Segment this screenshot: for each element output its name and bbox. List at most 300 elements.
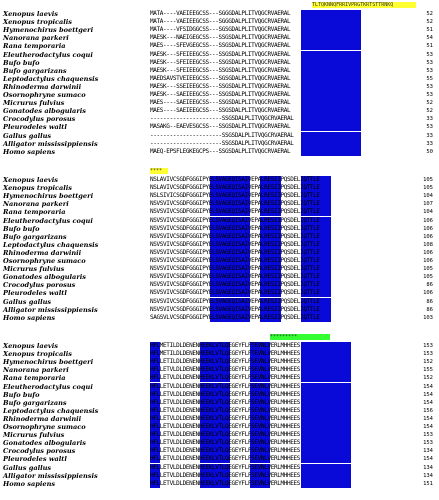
alignment-row [0,51,439,59]
sequence-text: SAGSVLVCSGDFGGGIPYELSVAGEQISAIVEPALRESIIPQSDELIQTTLE [150,313,320,321]
sequence-text: NSVSVIVCSGDFGGGIPYELSVAGEQISAIVEPALRESIIPQSDELIQTTLE [150,265,320,273]
species-name: Xenopus tropicalis [3,18,72,27]
conserved-residue-shading [301,374,351,382]
sequence-text: HFLLETVLDLDENENHEEKLVTLQEGEYFLFSEVNLVERLMHHEES [150,406,301,414]
alignment-row [0,350,439,358]
conserved-residue-shading [301,83,361,91]
conserved-residue-shading [301,59,361,67]
alignment-row [0,217,439,225]
alignment-row [0,115,439,123]
species-name: Pleurodeles waltl [3,455,67,464]
conserved-region-marker: ********* [270,334,330,340]
sequence-text: ----------------------SSGSDALPLITVQGCRVAERAL [150,131,294,139]
sequence-track [150,140,412,148]
alignment-row [0,184,439,192]
alignment-row [0,383,439,391]
sequence-text: HFLLETVLDLDENENHEEKLVTLQEGEYFLFSEVNLVERLMHHEES [150,463,301,471]
species-name: Bufo gargarizans [3,398,67,407]
species-name: Eleutherodactylus coqui [3,216,93,225]
sequence-text: NSLSIVICSGDFGGGIPYELSVAGEQISAIVEPALRESIIPQSDELIQTTLE [150,192,320,200]
sequence-track [150,431,412,439]
residue-count: 51 [426,43,433,50]
residue-count: 154 [423,391,433,398]
sequence-track [150,407,412,415]
sequence-text: HFLLETVLDLDENENHEEKLVTLQEGEYFLFSEVNLVERLMHHEES [150,423,301,430]
species-name: Xenopus laevis [3,10,58,18]
species-name: Bufo bufo [3,224,40,233]
alignment-row [0,26,439,34]
residue-count: 154 [423,456,433,463]
alignment-row [0,257,439,265]
sequence-track [150,233,412,241]
sequence-text: MAESK---SSEIEEGCSS---SSGSDALPLITVQGCRVAERAL [150,82,291,90]
residue-count: 51 [426,27,433,34]
species-name: Gallus gallus [3,297,52,306]
species-name: Gonatodes albogularis [3,107,87,116]
sequence-text: NSLAVIVCSGDFGGGIPYELSVAGEQISAIVEPALRESIIPQSDELIQTTLE [150,184,320,192]
residue-count: 153 [423,343,433,349]
conserved-residue-shading [301,415,351,423]
alignment-row [0,42,439,50]
sequence-track [150,241,412,249]
residue-count: 106 [423,290,433,297]
alignment-row [0,59,439,67]
species-name: Rana temporaria [3,374,66,383]
sequence-track [150,34,412,42]
alignment-row [0,358,439,366]
alignment-row [0,241,439,249]
sequence-text: HFLLETVLDLDENENHEEKLVTLQEGEYFLFSEVNLVERLMHHEES [150,479,301,487]
residue-count: 53 [426,51,433,58]
sequence-text: NSVSVIVCSGDFGGGIPYELSVAGEQISAIVEPALRESIIPQSDELIQTTLE [150,224,320,232]
conserved-residue-shading [301,75,361,83]
residue-count: 86 [426,306,433,313]
residue-count: 151 [423,480,433,487]
residue-count: 55 [426,75,433,82]
species-name: Crocodylus porosus [3,115,76,124]
conserved-residue-shading [301,107,361,115]
sequence-text: MAES----SAEIEEGCSS---SSGSDALPLITVQGCRVAERAL [150,99,291,107]
species-name: Eleutherodactylus coqui [3,382,93,391]
conserved-residue-shading [301,132,361,140]
sequence-text: HFLLETILDLDENENHEEKLVTLQEGEYFLFSEVNLVERLMHHEES [150,358,301,366]
conserved-residue-shading [301,423,351,431]
species-name: Gonatodes albogularis [3,439,87,448]
sequence-track [150,18,412,26]
sequence-track [150,298,412,306]
sequence-track [150,184,412,192]
residue-count: 106 [423,233,433,240]
sequence-track [150,176,412,184]
conserved-residue-shading [301,115,361,123]
sequence-track [150,91,412,99]
sequence-track [150,115,412,123]
alignment-row [0,423,439,431]
residue-count: 104 [423,193,433,200]
sequence-text: HFLLETVLDLDENENHEEKLVTLQEGEYFLFSEVNLVERLMHHEES [150,455,301,463]
species-name: Bufo bufo [3,58,40,67]
sequence-track [150,383,412,391]
residue-count: 54 [426,35,433,42]
sequence-track [150,464,412,472]
sequence-text: NSVSVIVCSGDFGGGIPYELSVAGEQISAIVEPALRESIIPQSDELIQTTLE [150,289,320,297]
sequence-track [150,67,412,75]
alignment-row [0,75,439,83]
species-name: Xenopus tropicalis [3,350,72,359]
sequence-track [150,75,412,83]
species-name: Pleurodeles waltl [3,289,67,298]
conserved-residue-shading [301,140,361,148]
sequence-text: MAEQ-EPSFLEGKEGCPS---SSGSDALPLITVQGCRVAERAL [150,147,291,155]
residue-count: 52 [426,100,433,107]
conserved-residue-shading [301,26,361,34]
sequence-text: MATA----VFSIDGGCSS---SGSGDALPLITVQGCRVAERAL [150,26,291,34]
species-name: Gonatodes albogularis [3,273,87,282]
species-name: Alligator mississippiensis [3,139,98,148]
residue-count: 53 [426,124,433,131]
alignment-row [0,407,439,415]
alignment-row [0,132,439,140]
conserved-residue-shading [301,51,361,59]
alignment-row [0,480,439,488]
species-name: Nanorana parkeri [3,200,69,209]
sequence-track [150,374,412,382]
conserved-residue-shading [301,391,351,399]
conserved-residue-shading [301,431,351,439]
sequence-text: HFLMETILDLDENENHEEKLVTLQEGEYFLFTEVNLVERLMHHEES [150,342,301,349]
sequence-track [150,225,412,233]
residue-count: 33 [426,132,433,139]
residue-count: 33 [426,116,433,123]
sequence-text: ----------------------SSGSDALPLITVQGCRVAERAL [150,115,294,123]
sequence-text: NSVSVIVCSGDFGGGIPYELSVAGEQISAIVEPALRESIIPQSDELIQTTLE [150,257,320,264]
species-name: Alligator mississippiensis [3,305,98,314]
conserved-residue-shading [301,99,361,107]
species-name: Gallus gallus [3,131,52,140]
species-name: Rhinoderma darwinii [3,248,82,257]
species-name: Xenopus laevis [3,176,58,184]
residue-count: 53 [426,83,433,90]
species-name: Homo sapiens [3,313,56,322]
alignment-row [0,415,439,423]
alignment-row [0,83,439,91]
conserved-residue-shading [301,480,351,488]
sequence-track [150,350,412,358]
sequence-text: MAESK---SFEIEEGCSS---SSGSDALPLITVQGCRVAERAL [150,66,291,74]
alignment-row [0,225,439,233]
alignment-row [0,298,439,306]
residue-count: 53 [426,92,433,98]
species-name: Osornophryne sumaco [3,91,86,99]
alignment-row [0,18,439,26]
sequence-track [150,415,412,423]
sequence-track [150,51,412,59]
sequence-track [150,314,412,322]
sequence-track [150,399,412,407]
residue-count: 156 [423,407,433,414]
sequence-track [150,306,412,314]
sequence-track [150,26,412,34]
conserved-residue-shading [301,439,351,447]
sequence-text: MAESK---NAEIGEGCSS---SSGSDALPLITVQGCRVAERAL [150,34,291,42]
sequence-text: NSVSVIVCSGDFGGGIPYELSVAGEQISAIVEPALRESIIPQSDELIQTTLE [150,216,320,224]
species-name: Nanorana parkeri [3,366,69,375]
sequence-text: MATA----VAEIEEGCSS---SGGGDALPLITVQGCRVAERAL [150,10,291,17]
sequence-track [150,289,412,297]
residue-count: 104 [423,209,433,216]
alignment-row [0,140,439,148]
sequence-text: NSVSVIVCSGDFGGGIPYELSVAGEQISAIVEPALRESIIPQSDELIQTTLE [150,232,320,240]
conserved-residue-shading [301,91,361,99]
species-name: Leptodactylus chaquensis [3,406,99,415]
residue-count: 153 [423,351,433,358]
conserved-residue-shading [301,10,361,18]
alignment-row [0,265,439,273]
alignment-row [0,233,439,241]
sequence-text: MAESK---SFEIEEGCSS---SSGSDALPLITVQGCRVAERAL [150,58,291,66]
sequence-text: MAESK---SFEIEEGCSS---SSGSDALPLITVQGCRVAERAL [150,50,291,58]
residue-count: 134 [423,464,433,471]
conserved-residue-shading [301,358,351,366]
species-name: Osornophryne sumaco [3,257,86,265]
alignment-row [0,67,439,75]
sequence-track [150,107,412,115]
species-name: Leptodactylus chaquensis [3,74,99,83]
alignment-row [0,99,439,107]
residue-count: 105 [423,274,433,281]
residue-count: 153 [423,432,433,439]
sequence-text: NSVSVIVCSGDFGGGIPYELSVAGEQISAIVEPALRESIIPQSDELIQTTLE [150,297,320,305]
alignment-row [0,200,439,208]
sequence-track [150,10,412,18]
sequence-track [150,281,412,289]
sequence-track [150,42,412,50]
conserved-residue-shading [301,67,361,75]
sequence-track [150,257,412,265]
conserved-residue-shading [301,472,351,480]
sequence-text: NSVSVIVCSGDFGGGIPYELSVAGEQISAIVEPALRESIIPQSDELIQTTLE [150,248,320,256]
sequence-track [150,342,412,350]
sequence-track [150,208,412,216]
sequence-text: NSVSVIVCSGDFGGGIPYELSVAGEQISAIVEPALRESIIPQSDELIQTTLE [150,208,320,216]
residue-count: 134 [423,448,433,455]
sequence-track [150,123,412,131]
sequence-track [150,265,412,273]
sequence-track [150,83,412,91]
alignment-row [0,374,439,382]
residue-count: 106 [423,258,433,264]
sequence-track [150,200,412,208]
sequence-text: NSLAVIVCSGDFGGGIPYELSVAGEQISAIVEPALRESIIPQSDELIQTTLE [150,176,320,183]
species-name: Hymenochirus boettgeri [3,26,94,35]
species-name: Osornophryne sumaco [3,423,86,431]
sequence-text: NSVSVIVCSGDFGGGIPYELSVAGEQISAIVEPALRESIIPQSDELIQTTLE [150,200,320,208]
sequence-track [150,472,412,480]
conserved-residue-shading [301,383,351,391]
residue-count: 106 [423,249,433,256]
residue-count: 52 [426,108,433,115]
species-name: Bufo bufo [3,390,40,399]
conserved-residue-shading [301,342,351,350]
sequence-text: HFLLETVLDLDENENHEEKLVTLQEGEYFLFSEVNLVERLMHHEES [150,439,301,447]
residue-count: 154 [423,415,433,422]
sequence-text: MAES----SFEVGEGCSS---SSGSDALPLITVQGCRVAERAL [150,42,291,50]
residue-count: 103 [423,314,433,321]
species-name: Bufo gargarizans [3,232,67,241]
conserved-residue-shading [301,399,351,407]
conserved-region-marker: TLTQKNNQFRRIVPRGTKRTSTTRNKQ [312,2,416,8]
sequence-track [150,455,412,463]
sequence-track [150,391,412,399]
sequence-track [150,423,412,431]
alignment-row [0,464,439,472]
alignment-row [0,306,439,314]
species-name: Hymenochirus boettgeri [3,358,94,367]
alignment-row [0,314,439,322]
alignment-row [0,391,439,399]
sequence-track [150,217,412,225]
residue-count: 86 [426,298,433,305]
alignment-row [0,10,439,18]
alignment-row [0,249,439,257]
residue-count: 134 [423,472,433,479]
conserved-residue-shading [301,148,361,156]
conserved-residue-shading [301,407,351,415]
conserved-residue-shading [301,447,351,455]
residue-count: 152 [423,375,433,382]
residue-count: 107 [423,201,433,208]
sequence-track [150,249,412,257]
species-name: Hymenochirus boettgeri [3,192,94,201]
sequence-track [150,148,412,156]
conserved-residue-shading [301,34,361,42]
species-name: Eleutherodactylus coqui [3,50,93,59]
species-name: Homo sapiens [3,147,56,156]
sequence-text: NSVSVIVCSGDFGGGIPYELSVAGEQISAIVEPALRESIIPQSDELIQTTLE [150,281,320,289]
sequence-track [150,366,412,374]
alignment-row [0,107,439,115]
alignment-row [0,123,439,131]
sequence-text: HFLLETVLDLDENENHEEKLVTLQEGEYFLFSEVNLVERLMHHEES [150,390,301,398]
alignment-row [0,342,439,350]
residue-count: 152 [423,359,433,366]
sequence-track [150,439,412,447]
sequence-track [150,59,412,67]
alignment-row [0,281,439,289]
alignment-row [0,192,439,200]
residue-count: 154 [423,399,433,406]
alignment-row [0,91,439,99]
sequence-text: MAEDSAVSTVEIEEGCSS---SGSGDALPLITVQGCRVAERAL [150,74,291,82]
residue-count: 52 [426,19,433,26]
sequence-track [150,273,412,281]
species-name: Homo sapiens [3,479,56,488]
species-name: Crocodylus porosus [3,447,76,456]
sequence-text: ----------------------SSGSDALPLITVQGCRVAERAL [150,139,294,147]
alignment-row [0,289,439,297]
residue-count: 105 [423,185,433,192]
species-name: Alligator mississippiensis [3,471,98,480]
alignment-row [0,273,439,281]
species-name: Micrurus fulvius [3,265,65,274]
sequence-track [150,192,412,200]
species-name: Rana temporaria [3,208,66,217]
residue-count: 153 [423,440,433,447]
residue-count: 105 [423,266,433,273]
species-name: Pleurodeles waltl [3,123,67,132]
residue-count: 108 [423,241,433,248]
alignment-row [0,366,439,374]
sequence-track [150,99,412,107]
alignment-row [0,399,439,407]
residue-count: 53 [426,67,433,74]
sequence-text: NSVSVIVCSGDFGGGIPYELSVAGEQISAIVEPALRESIIPQSDELIQTTLE [150,240,320,248]
residue-count: 106 [423,217,433,224]
sequence-text: HFLLETVLDLDENENHEEKLVTLQEGEYFLFSEVNLVERLMHHEES [150,366,301,374]
alignment-row [0,176,439,184]
sequence-text: MATA----VAEIEEGCSS---SGGGDALPLITVQGCRVAERAL [150,18,291,26]
residue-count: 106 [423,225,433,232]
sequence-text: HFLLETVLDLDENENHEEKLVTLQEGEYFLFSEVNLVERLMHHEES [150,398,301,406]
conserved-residue-shading [301,455,351,463]
residue-count: 155 [423,367,433,374]
sequence-text: HFLLETVLDLDENENHEEKLVTLQEGEYFLFSEVNLVERLMHHEES [150,374,301,382]
species-name: Micrurus fulvius [3,431,65,440]
sequence-text: HFLMETILDLDENENHEEKLVTLQEGEYFLFTEVNLVERLMHHEES [150,350,301,358]
species-name: Xenopus tropicalis [3,184,72,193]
alignment-row [0,439,439,447]
sequence-text: HFLLETVLDLDENENHEEKLVTLQEGEYFLFSEVNLVERLMHHEES [150,382,301,390]
species-name: Xenopus laevis [3,342,58,350]
residue-count: 154 [423,424,433,430]
residue-count: 53 [426,59,433,66]
conserved-residue-shading [301,123,361,131]
species-name: Gallus gallus [3,463,52,472]
conserved-residue-shading [301,42,361,50]
species-name: Leptodactylus chaquensis [3,240,99,249]
residue-count: 33 [426,140,433,147]
sequence-track [150,447,412,455]
sequence-text: MASAKG--EAEVESGCSS---SSGSDALPLITVQGCRVAERAL [150,123,291,131]
alignment-row [0,208,439,216]
species-name: Rhinoderma darwinii [3,414,82,423]
alignment-row [0,34,439,42]
species-name: Nanorana parkeri [3,34,69,43]
residue-count: 105 [423,177,433,183]
alignment-row [0,431,439,439]
conserved-residue-shading [301,464,351,472]
conserved-region-marker: **** [150,168,168,174]
alignment-row [0,447,439,455]
sequence-text: NSVSVIVCSGDFGGGIPYELSVAGEQISAIVEPALRESIIPQSDELIQTTLE [150,273,320,281]
conserved-residue-shading [301,350,351,358]
residue-count: 86 [426,282,433,289]
residue-count: 50 [426,148,433,155]
species-name: Rana temporaria [3,42,66,51]
sequence-text: HFLLETVLDLDENENHEEKLVTLQEGEYFLFSEVNLVERLMHHEES [150,431,301,439]
alignment-row [0,148,439,156]
residue-count: 154 [423,383,433,390]
sequence-text: HFLLETVLDLDENENHEEKLVTLQEGEYFLFSEVNLVERLMHHEES [150,447,301,455]
sequence-track [150,480,412,488]
sequence-track [150,358,412,366]
sequence-text: MAES----SAEIEEGCSS---SSGSDALPLITVQGCRVAERAL [150,107,291,115]
conserved-residue-shading [301,18,361,26]
alignment-row [0,472,439,480]
residue-count: 52 [426,11,433,17]
sequence-text: HFLLETVLDLDENENHEEKLVTLQEGEYFLFSEVNLVERLMHHEES [150,471,301,479]
sequence-text: HFLLETVLDLDENENHEEKLVTLQEGEYFLFSEVNLVERLMHHEES [150,414,301,422]
